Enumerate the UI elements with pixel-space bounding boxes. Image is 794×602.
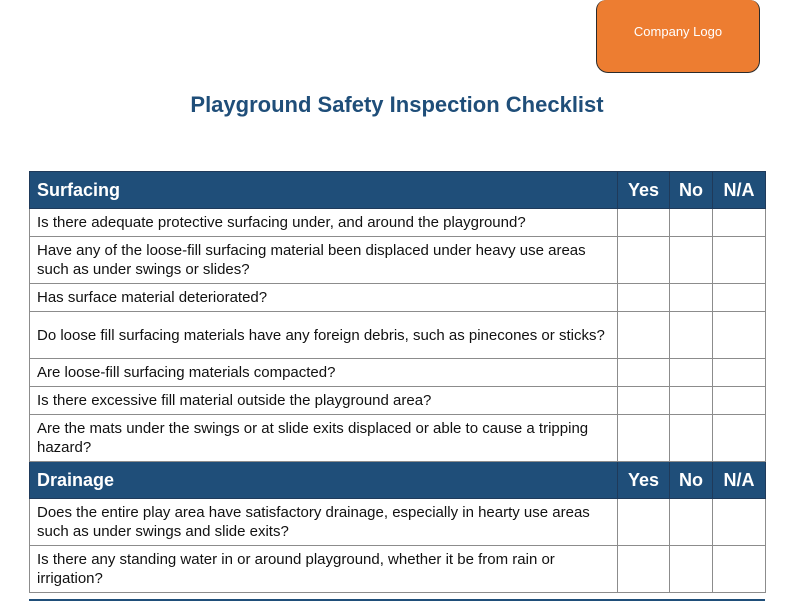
no-checkbox[interactable] — [670, 546, 713, 593]
question-text: Is there any standing water in or around playground, whether it be from rain or irrigation? — [30, 546, 618, 593]
table-row — [30, 546, 766, 593]
yes-checkbox[interactable] — [618, 312, 670, 359]
no-checkbox[interactable] — [670, 312, 713, 359]
column-na: N/A — [713, 462, 766, 499]
na-checkbox[interactable] — [713, 546, 766, 593]
column-yes: Yes — [618, 172, 670, 209]
na-checkbox[interactable] — [713, 237, 766, 284]
column-yes: Yes — [618, 462, 670, 499]
no-checkbox[interactable] — [670, 499, 713, 546]
no-checkbox[interactable] — [670, 284, 713, 312]
question-text: Is there adequate protective surfacing under, and around the playground? — [30, 209, 618, 237]
table-row — [30, 415, 766, 462]
company-logo — [596, 0, 760, 73]
table-row — [30, 312, 766, 359]
column-no: No — [670, 172, 713, 209]
yes-checkbox[interactable] — [618, 415, 670, 462]
na-checkbox[interactable] — [713, 387, 766, 415]
na-checkbox[interactable] — [713, 499, 766, 546]
yes-checkbox[interactable] — [618, 359, 670, 387]
table-row — [30, 209, 766, 237]
no-checkbox[interactable] — [670, 387, 713, 415]
table-row — [30, 499, 766, 546]
question-text: Has surface material deteriorated? — [30, 284, 618, 312]
yes-checkbox[interactable] — [618, 284, 670, 312]
table-row — [30, 387, 766, 415]
question-text: Do loose fill surfacing materials have any foreign debris, such as pinecones or sticks? — [30, 312, 618, 359]
na-checkbox[interactable] — [713, 284, 766, 312]
na-checkbox[interactable] — [713, 209, 766, 237]
question-text: Are loose-fill surfacing materials compacted? — [30, 359, 618, 387]
na-checkbox[interactable] — [713, 415, 766, 462]
question-text: Is there excessive fill material outside the playground area? — [30, 387, 618, 415]
table-row — [30, 237, 766, 284]
section-title: Surfacing — [30, 172, 618, 209]
table-bottom-border — [29, 599, 765, 601]
yes-checkbox[interactable] — [618, 387, 670, 415]
na-checkbox[interactable] — [713, 359, 766, 387]
table-row — [30, 284, 766, 312]
section-header-drainage — [30, 462, 766, 499]
column-no: No — [670, 462, 713, 499]
section-title: Drainage — [30, 462, 618, 499]
page-title: Playground Safety Inspection Checklist — [190, 92, 604, 117]
yes-checkbox[interactable] — [618, 499, 670, 546]
checklist-table — [29, 171, 766, 593]
no-checkbox[interactable] — [670, 415, 713, 462]
no-checkbox[interactable] — [670, 209, 713, 237]
question-text: Does the entire play area have satisfactory drainage, especially in hearty use areas such as under swings and slide exits? — [30, 499, 618, 546]
na-checkbox[interactable] — [713, 312, 766, 359]
no-checkbox[interactable] — [670, 237, 713, 284]
company-logo-label: Company Logo — [633, 23, 723, 39]
question-text: Are the mats under the swings or at slide exits displaced or able to cause a tripping hazard? — [30, 415, 618, 462]
table-row — [30, 359, 766, 387]
question-text: Have any of the loose-fill surfacing material been displaced under heavy use areas such as under swings or slides? — [30, 237, 618, 284]
yes-checkbox[interactable] — [618, 237, 670, 284]
section-header-surfacing — [30, 172, 766, 209]
yes-checkbox[interactable] — [618, 209, 670, 237]
column-na: N/A — [713, 172, 766, 209]
no-checkbox[interactable] — [670, 359, 713, 387]
yes-checkbox[interactable] — [618, 546, 670, 593]
